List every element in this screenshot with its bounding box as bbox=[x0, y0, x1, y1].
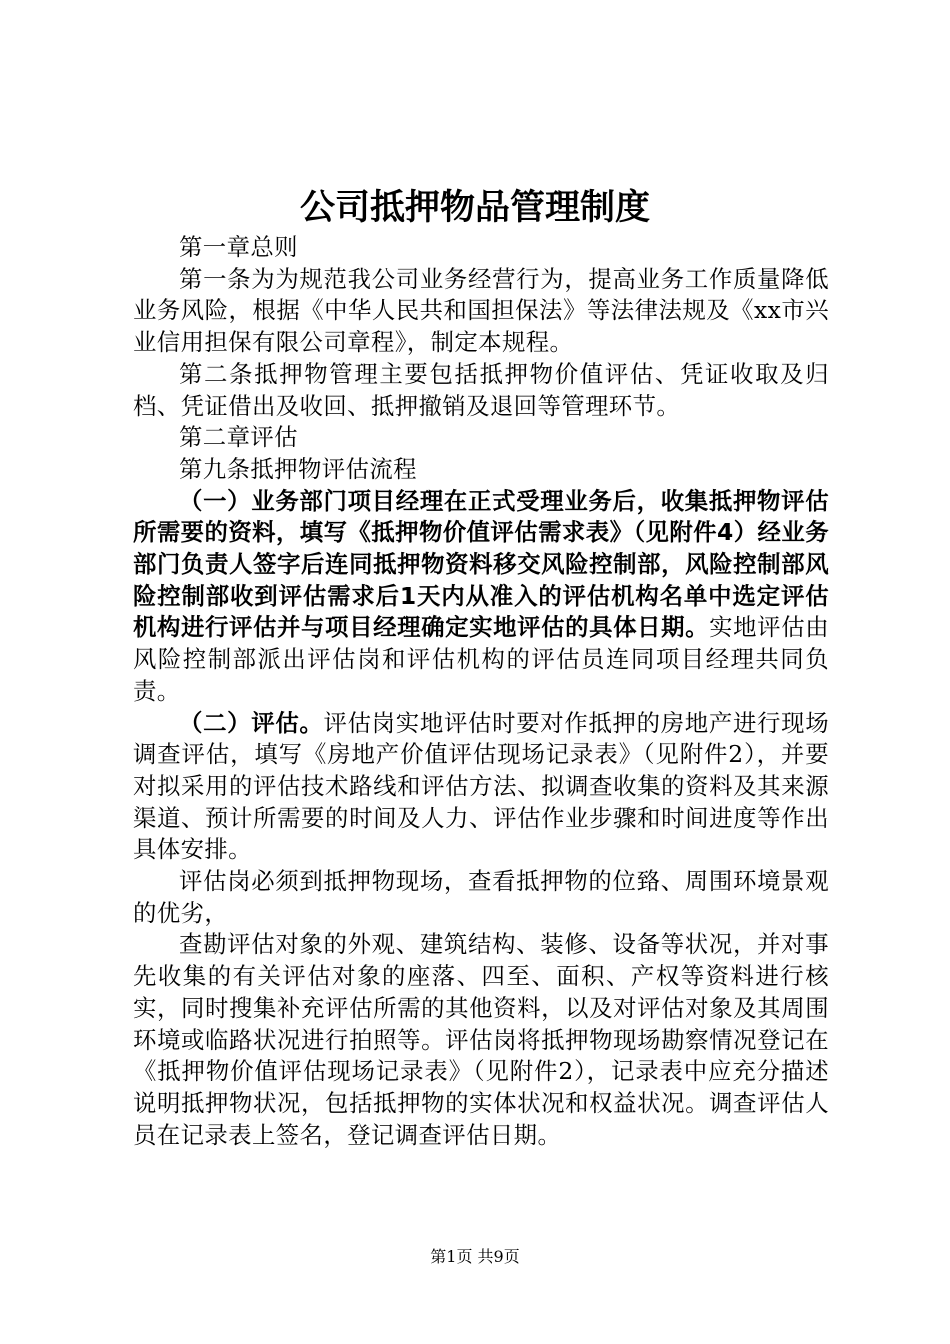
procedure-item-1-bold: （一）业务部门项目经理在正式受理业务后，收集抵押物评估所需要的资料，填写《抵押物价值评估需求表》（见附件4）经业务部门负责人签字后连同抵押物资料移交风险控制部，风险控制部风险控制部收到评估需求后1天内从准入的评估机构名单中选定评估机构进行评估并与项目经理确定实地评估的具体日期。 bbox=[133, 486, 829, 642]
chapter-heading-1: 第一章总则 bbox=[179, 233, 298, 261]
paragraph-inspection: 查勘评估对象的外观、建筑结构、装修、设备等状况，并对事先收集的有关评估对象的座落、四至、面积、产权等资料进行核实，同时搜集补充评估所需的其他资料，以及对评估对象及其周围环境或临路状况进行拍照等。评估岗将抵押物现场勘察情况登记在《抵押物价值评估现场记录表》（见附件2），记录表中应充分描述说明抵押物状况，包括抵押物的实体状况和权益状况。调查评估人员在记录表上签名，登记调查评估日期。 bbox=[133, 930, 829, 1149]
chapter-heading-2: 第二章评估 bbox=[179, 423, 298, 452]
procedure-item-2-bold: （二）评估。 bbox=[179, 708, 324, 737]
page-number: 第1页 bbox=[430, 1247, 473, 1266]
page-total: 共9页 bbox=[477, 1247, 520, 1266]
document-title: 公司抵押物品管理制度 bbox=[299, 188, 650, 228]
article-1: 第一条为为规范我公司业务经营行为，提高业务工作质量降低业务风险，根据《中华人民共和国担保法》等法律法规及《xx市兴业信用担保有限公司章程》，制定本规程。 bbox=[133, 264, 829, 357]
document-body bbox=[133, 232, 829, 1151]
page-footer bbox=[0, 1244, 950, 1267]
paragraph-site-visit: 评估岗必须到抵押物现场，查看抵押物的位臵、周围环境景观的优劣， bbox=[133, 867, 829, 927]
procedure-item-2: （二）评估。评估岗实地评估时要对作抵押的房地产进行现场调查评估，填写《房地产价值评估现场记录表》（见附件2），并要对拟采用的评估技术路线和评估方法、拟调查收集的资料及其来源渠道、预计所需要的时间及人力、评估作业步骤和时间进度等作出具体安排。 bbox=[133, 708, 829, 864]
procedure-item-1: （一）业务部门项目经理在正式受理业务后，收集抵押物评估所需要的资料，填写《抵押物价值评估需求表》（见附件4）经业务部门负责人签字后连同抵押物资料移交风险控制部，风险控制部风险控制部收到评估需求后1天内从准入的评估机构名单中选定评估机构进行评估并与项目经理确定实地评估的具体日期。实地评估由风险控制部派出评估岗和评估机构的评估员连同项目经理共同负责。 bbox=[133, 486, 829, 705]
article-9-heading: 第九条抵押物评估流程 bbox=[179, 454, 417, 483]
article-2: 第二条抵押物管理主要包括抵押物价值评估、凭证收取及归档、凭证借出及收回、抵押撤销及退回等管理环节。 bbox=[133, 359, 829, 420]
